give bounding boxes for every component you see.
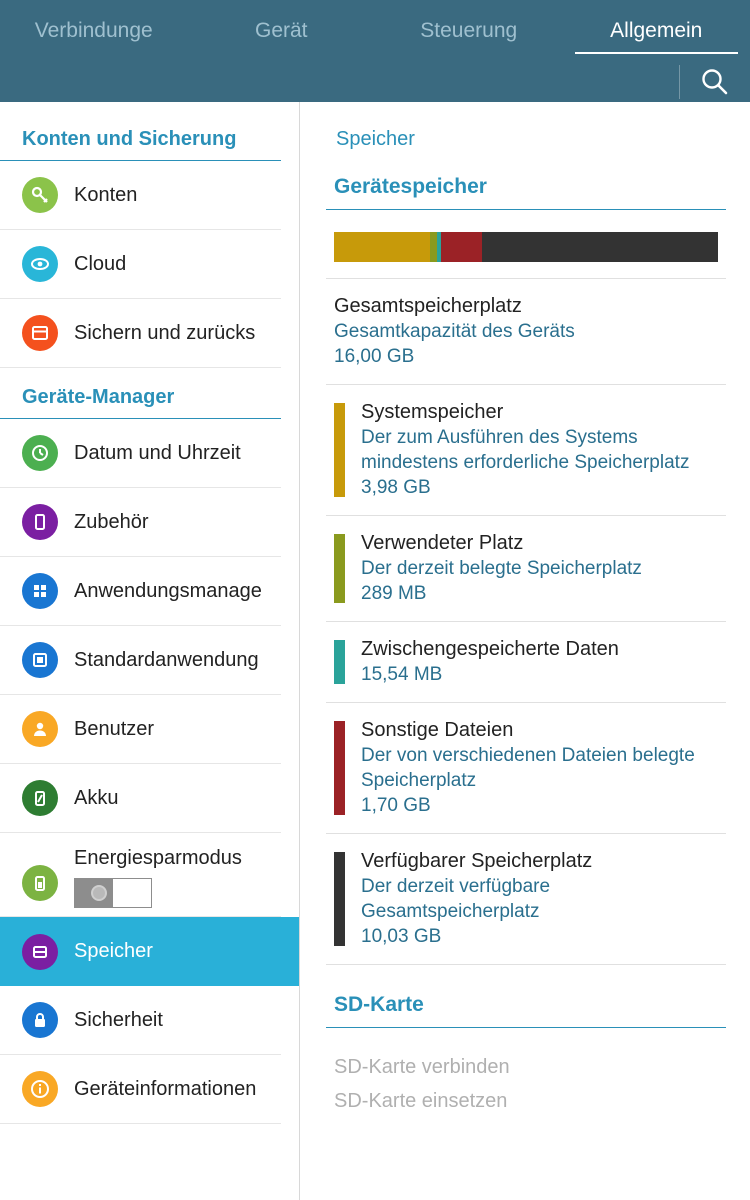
default-apps-icon [22,642,58,678]
sd-karte-verbinden[interactable]: SD-Karte verbinden [334,1056,510,1078]
cloud-eye-icon [22,246,58,282]
lock-icon [22,1002,58,1038]
storage-row-sonstige-dateien[interactable] [326,703,726,834]
row-color-swatch [334,403,345,497]
power-save-icon [22,865,58,901]
storage-bar [334,232,718,262]
row-color-swatch [334,721,345,815]
storage-row-zwischengespeicherte-daten[interactable] [326,622,726,703]
row-title: Verfügbarer Speicherplatz [361,850,593,872]
storage-icon [22,934,58,970]
user-icon [22,711,58,747]
row-value: 15,54 MB [361,664,443,685]
search-bar [0,62,750,102]
energiesparmodus-toggle[interactable] [74,878,152,908]
bar-segment-systemspeicher [334,232,430,262]
toggle-knob [113,879,151,907]
row-text [361,848,718,950]
sidebar-item-datum-und-uhrzeit[interactable] [0,419,281,488]
tab-geraet[interactable] [188,0,376,62]
sidebar-item-content [74,843,242,908]
bar-segment-verfuegbarer-speicherplatz [482,232,718,262]
sidebar-item-label: Benutzer [74,717,155,740]
sidebar-item-label: Speicher [74,940,153,962]
sidebar-item-sicherheit[interactable] [0,986,281,1055]
sd-card-section [326,1042,726,1118]
row-text [361,636,718,688]
sd-karte-einsetzen[interactable]: SD-Karte einsetzen [334,1090,508,1112]
clock-icon [22,435,58,471]
row-title: Sonstige Dateien [361,719,514,741]
row-description: Der von verschiedenen Dateien belegte Speicherplatz [361,745,695,791]
tab-label: Verbindunge [34,19,153,42]
sidebar-item-label: Standardanwendung [74,648,259,671]
sidebar-item-label: Datum und Uhrzeit [74,441,241,464]
tab-label: Gerät [254,19,308,42]
sidebar-item-speicher[interactable] [0,917,299,986]
sidebar-item-geraeteinformationen[interactable] [0,1055,281,1124]
sidebar-item-label: Anwendungsmanage [74,579,262,602]
search-icon[interactable] [698,65,732,99]
section-title-sd-karte: SD-Karte [326,989,726,1028]
row-value: 289 MB [361,583,427,604]
row-color-swatch [334,852,345,946]
toggle-dot [91,885,107,901]
tab-verbindungen[interactable] [0,0,188,62]
row-value: 3,98 GB [361,477,431,498]
storage-row-systemspeicher[interactable] [326,385,726,516]
tab-bar [0,0,750,62]
row-text [334,293,718,370]
sidebar-item-label: Zubehör [74,510,149,533]
storage-bar-wrapper [326,224,726,279]
sidebar-item-benutzer[interactable] [0,695,281,764]
row-value: 1,70 GB [361,795,431,816]
sidebar-item-sichern-und-zuruecksetzen[interactable] [0,299,281,368]
row-description: Der derzeit verfügbare Gesamtspeicherplatz [361,876,551,922]
section-title-geraetespeicher: Gerätespeicher [326,171,726,210]
row-title: Gesamtspeicherplatz [334,295,522,317]
info-icon [22,1071,58,1107]
row-text [361,717,718,819]
sidebar-item-label: Energiesparmodus [74,847,242,869]
sidebar-item-cloud[interactable] [0,230,281,299]
sidebar-group-geraete-manager: Geräte-Manager [0,368,281,419]
row-title: Systemspeicher [361,401,504,423]
sidebar-item-akku[interactable] [0,764,281,833]
tab-label: Allgemein [610,19,703,42]
row-text [361,399,718,501]
storage-row-gesamtspeicherplatz[interactable] [326,279,726,385]
sidebar-item-konten[interactable] [0,161,281,230]
bar-segment-sonstige-dateien [441,232,482,262]
sidebar-item-standardanwendungen[interactable] [0,626,281,695]
breadcrumb: Speicher [336,128,415,150]
sidebar[interactable] [0,102,300,1200]
tab-label: Steuerung [420,19,518,42]
divider [679,65,680,99]
row-title: Zwischengespeicherte Daten [361,638,619,660]
tab-steuerung[interactable] [375,0,563,62]
row-color-swatch [334,640,345,684]
apps-icon [22,573,58,609]
sidebar-item-label: Akku [74,786,119,809]
sidebar-item-anwendungsmanager[interactable] [0,557,281,626]
sidebar-item-label: Sicherheit [74,1008,163,1031]
sidebar-item-label: Konten [74,183,138,206]
body [0,102,750,1200]
content-pane [300,102,750,1200]
sidebar-item-label: Geräteinformationen [74,1077,257,1100]
row-description: Der derzeit belegte Speicherplatz [361,558,642,579]
tab-allgemein[interactable] [563,0,750,62]
sidebar-group-konten-und-sicherung: Konten und Sicherung [0,110,281,161]
row-color-swatch [334,534,345,603]
row-value: 10,03 GB [361,926,442,947]
key-icon [22,177,58,213]
bar-segment-verwendeter-platz [430,232,437,262]
sidebar-item-label: Sichern und zurücks [74,321,256,344]
storage-row-verfuegbarer-speicherplatz[interactable] [326,834,726,965]
row-value: 16,00 GB [334,346,415,367]
sidebar-item-energiesparmodus[interactable] [0,833,281,917]
top-bar [0,0,750,102]
battery-icon [22,780,58,816]
storage-row-verwendeter-platz[interactable] [326,516,726,622]
row-description: Gesamtkapazität des Geräts [334,321,575,342]
sidebar-item-label: Cloud [74,252,127,275]
row-text [361,530,718,607]
accessory-icon [22,504,58,540]
backup-icon [22,315,58,351]
sidebar-item-zubehoer[interactable] [0,488,281,557]
row-description: Der zum Ausführen des Systems mindestens erforderliche Speicherplatz [361,427,690,473]
row-title: Verwendeter Platz [361,532,524,554]
